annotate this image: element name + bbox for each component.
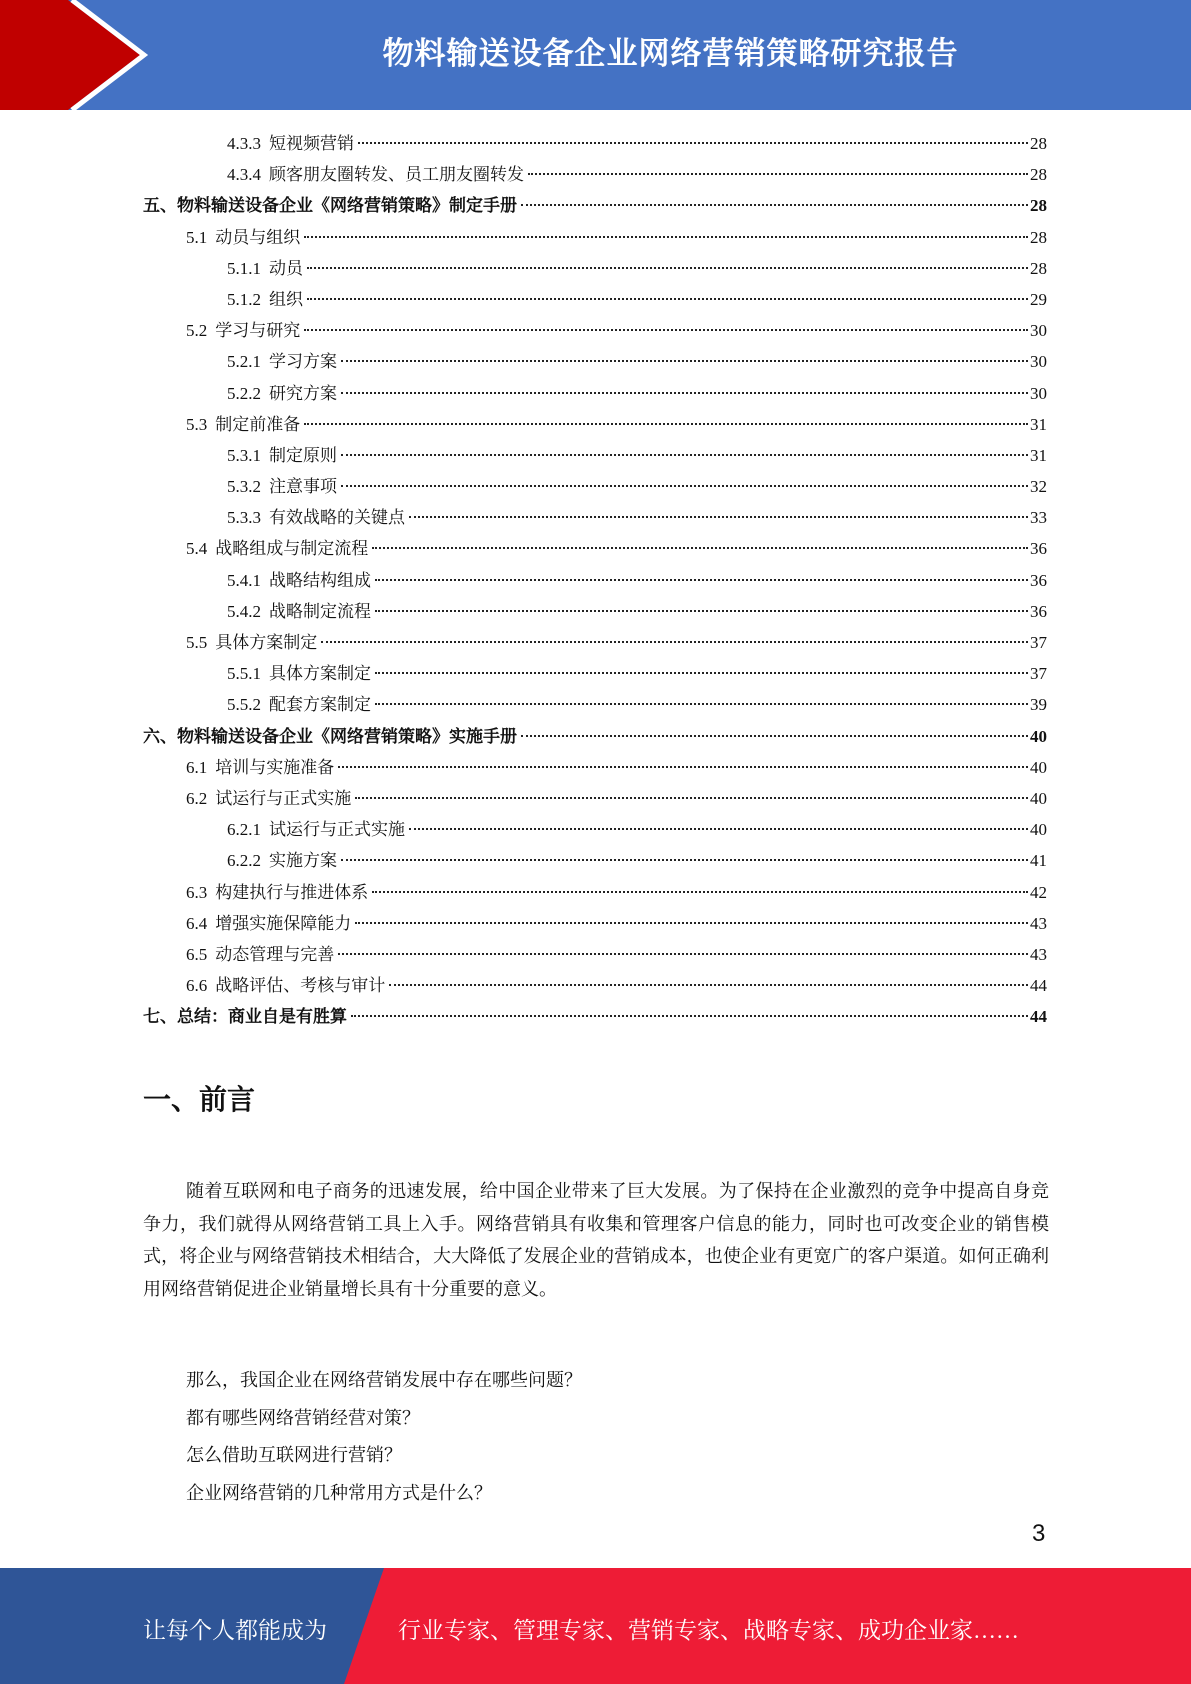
toc-entry-title: 动员与组织 (215, 227, 301, 247)
toc-entry-page: 41 (1030, 851, 1047, 871)
toc-dot-leader (521, 204, 1028, 206)
toc-dot-leader (521, 735, 1028, 737)
toc-entry-number: 5.2.1 (227, 352, 261, 372)
toc-entry[interactable] (143, 128, 1047, 159)
toc-entry-page: 33 (1030, 508, 1047, 528)
section-heading: 一、前言 (143, 1083, 256, 1116)
toc-entry-page: 30 (1030, 321, 1047, 341)
toc-entry[interactable] (143, 908, 1047, 939)
toc-entry[interactable] (143, 565, 1047, 596)
toc-entry-page: 28 (1030, 227, 1047, 247)
toc-entry[interactable] (143, 284, 1047, 315)
page-header (0, 0, 1191, 110)
toc-dot-leader (375, 672, 1028, 674)
toc-entry[interactable] (143, 159, 1047, 190)
toc-entry-number: 5.4.1 (227, 570, 261, 590)
toc-entry-number: 6.3 (186, 882, 208, 902)
toc-entry-page: 30 (1030, 383, 1047, 403)
toc-dot-leader (341, 454, 1028, 456)
toc-entry-title: 增强实施保障能力 (215, 913, 352, 933)
toc-entry-page: 36 (1030, 570, 1047, 590)
toc-entry-page: 40 (1030, 757, 1047, 777)
toc-entry[interactable] (143, 783, 1047, 814)
toc-entry-number: 5.5.1 (227, 664, 261, 684)
question-list (186, 1362, 582, 1512)
toc-entry[interactable] (143, 346, 1047, 377)
toc-entry[interactable] (143, 409, 1047, 440)
toc-dot-leader (351, 1015, 1028, 1017)
toc-entry-number: 5.1.2 (227, 289, 261, 309)
toc-entry-number: 5.3.2 (227, 477, 261, 497)
footer-slogan-left: 让每个人都能成为 (143, 1618, 327, 1643)
toc-entry-page: 28 (1030, 134, 1047, 153)
toc-entry-title: 七、总结：商业自是有胜算 (143, 1007, 347, 1027)
toc-dot-leader (528, 173, 1028, 175)
toc-entry[interactable] (143, 939, 1047, 970)
toc-entry-title: 有效战略的关键点 (269, 508, 405, 528)
toc-entry[interactable] (143, 315, 1047, 346)
toc-entry-title: 培训与实施准备 (215, 757, 335, 777)
question-item: 都有哪些网络营销经营对策？ (186, 1407, 420, 1428)
toc-dot-leader (375, 579, 1028, 581)
toc-entry[interactable] (143, 533, 1047, 564)
table-of-contents (143, 128, 1047, 1032)
toc-entry-number: 5.3.3 (227, 508, 261, 528)
toc-entry-page: 28 (1030, 258, 1047, 278)
toc-entry-number: 5.5.2 (227, 695, 261, 715)
page-number: 3 (1032, 1520, 1046, 1547)
toc-entry-page: 29 (1030, 289, 1047, 309)
toc-entry-title: 战略制定流程 (269, 601, 371, 621)
toc-entry-page: 40 (1030, 788, 1047, 808)
toc-entry[interactable] (143, 440, 1047, 471)
toc-entry[interactable] (143, 658, 1047, 689)
toc-entry-number: 5.5 (186, 633, 208, 652)
toc-entry-page: 40 (1030, 820, 1047, 840)
toc-entry[interactable] (143, 378, 1047, 409)
toc-entry-page: 36 (1030, 601, 1047, 621)
toc-entry-page: 37 (1030, 633, 1047, 652)
toc-entry[interactable] (143, 845, 1047, 876)
toc-dot-leader (375, 610, 1028, 612)
toc-dot-leader (355, 922, 1028, 924)
toc-entry-page: 43 (1030, 944, 1047, 964)
toc-entry-number: 6.2 (186, 788, 208, 808)
toc-entry-page: 42 (1030, 882, 1047, 902)
toc-entry-page: 43 (1030, 913, 1047, 933)
toc-entry-page: 32 (1030, 477, 1047, 497)
toc-entry-number: 5.4.2 (227, 601, 261, 621)
toc-dot-leader (355, 797, 1028, 799)
toc-entry[interactable] (143, 596, 1047, 627)
toc-entry-number: 6.5 (186, 944, 208, 964)
question-item: 怎么借助互联网进行营销？ (186, 1445, 402, 1466)
toc-entry[interactable] (143, 752, 1047, 783)
toc-dot-leader (358, 142, 1028, 144)
toc-entry[interactable] (143, 502, 1047, 533)
toc-entry-title: 学习与研究 (215, 321, 301, 341)
toc-entry-title: 具体方案制定 (215, 633, 318, 652)
toc-dot-leader (304, 236, 1028, 238)
toc-entry-number: 4.3.3 (227, 134, 261, 153)
toc-dot-leader (341, 485, 1028, 487)
toc-entry-title: 实施方案 (269, 851, 337, 871)
toc-entry[interactable] (143, 190, 1047, 221)
toc-entry-number: 6.1 (186, 757, 208, 777)
toc-dot-leader (375, 703, 1028, 705)
toc-entry-title: 制定原则 (269, 445, 337, 465)
page-footer (0, 1568, 1191, 1684)
toc-entry-page: 28 (1030, 196, 1047, 216)
toc-entry-number: 5.2.2 (227, 383, 261, 403)
toc-entry-title: 战略结构组成 (269, 570, 371, 590)
toc-entry-page: 40 (1030, 726, 1047, 746)
toc-entry-number: 5.3.1 (227, 445, 261, 465)
toc-dot-leader (307, 267, 1028, 269)
toc-entry-title: 试运行与正式实施 (215, 788, 352, 808)
toc-entry-title: 试运行与正式实施 (269, 820, 405, 840)
toc-entry[interactable] (143, 721, 1047, 752)
toc-entry-number: 6.2.2 (227, 851, 261, 871)
toc-entry-page: 36 (1030, 539, 1047, 559)
toc-entry-page: 44 (1030, 976, 1047, 996)
toc-dot-leader (389, 984, 1028, 986)
toc-entry-title: 研究方案 (269, 383, 337, 403)
toc-entry-title: 短视频营销 (269, 134, 354, 153)
toc-entry-title: 动员 (269, 258, 303, 278)
toc-entry[interactable] (143, 222, 1047, 253)
toc-entry[interactable] (143, 1001, 1047, 1032)
toc-entry-number: 5.1 (186, 227, 208, 247)
toc-dot-leader (341, 392, 1028, 394)
toc-dot-leader (372, 891, 1028, 893)
toc-entry[interactable] (143, 253, 1047, 284)
toc-dot-leader (307, 298, 1028, 300)
red-chevron-decoration (0, 0, 160, 110)
toc-entry[interactable] (143, 877, 1047, 908)
toc-entry-page: 30 (1030, 352, 1047, 372)
question-item: 那么，我国企业在网络营销发展中存在哪些问题？ (186, 1370, 582, 1390)
toc-dot-leader (304, 423, 1028, 425)
toc-dot-leader (341, 859, 1028, 861)
toc-entry-title: 制定前准备 (215, 414, 301, 434)
toc-entry-page: 31 (1030, 445, 1047, 465)
toc-entry-page: 44 (1030, 1007, 1047, 1027)
toc-dot-leader (409, 516, 1028, 518)
toc-dot-leader (338, 953, 1028, 955)
toc-entry-number: 6.6 (186, 976, 208, 996)
toc-entry-title: 五、物料输送设备企业《网络营销策略》制定手册 (143, 196, 517, 216)
report-title: 物料输送设备企业网络营销策略研究报告 (382, 36, 959, 72)
toc-entry-title: 组织 (269, 289, 303, 309)
toc-entry-title: 顾客朋友圈转发、员工朋友圈转发 (269, 165, 524, 185)
intro-paragraph: 随着互联网和电子商务的迅速发展，给中国企业带来了巨大发展。为了保持在企业激烈的竞争中提高自身竞争力，我们就得从网络营销工具上入手。网络营销具有收集和管理客户信息的能力，同时也可改变企业的销售模式，将企业与网络营销技术相结合，大大降低了发展企业的营销成本，也使企业有更宽广的客户渠道。如何正确利用网络营销促进企业销量增长具有十分重要的意义。 (143, 1181, 1049, 1300)
toc-entry-title: 具体方案制定 (269, 664, 371, 684)
question-item: 企业网络营销的几种常用方式是什么？ (186, 1482, 492, 1503)
toc-entry-page: 28 (1030, 165, 1047, 185)
toc-entry-title: 动态管理与完善 (215, 944, 335, 964)
toc-entry-number: 5.4 (186, 539, 208, 559)
toc-entry-number: 6.4 (186, 913, 208, 933)
toc-entry-number: 5.1.1 (227, 258, 261, 278)
toc-dot-leader (321, 641, 1028, 643)
toc-entry[interactable] (143, 970, 1047, 1001)
toc-entry-number: 4.3.4 (227, 165, 261, 185)
toc-entry-title: 六、物料输送设备企业《网络营销策略》实施手册 (143, 726, 517, 746)
toc-dot-leader (304, 329, 1028, 331)
toc-entry-title: 学习方案 (269, 352, 337, 372)
toc-entry-page: 37 (1030, 664, 1047, 684)
toc-entry[interactable] (143, 814, 1047, 845)
toc-entry-title: 构建执行与推进体系 (215, 882, 369, 902)
toc-entry-title: 配套方案制定 (269, 695, 371, 715)
toc-entry-number: 5.3 (186, 414, 208, 434)
toc-dot-leader (409, 828, 1028, 830)
toc-entry-page: 31 (1030, 414, 1047, 434)
toc-entry-title: 战略组成与制定流程 (215, 539, 369, 559)
toc-entry[interactable] (143, 689, 1047, 720)
footer-slogan-right: 行业专家、管理专家、营销专家、战略专家、成功企业家…… (398, 1618, 1019, 1643)
toc-entry-title: 注意事项 (269, 477, 337, 497)
toc-entry[interactable] (143, 627, 1047, 658)
toc-entry-number: 5.2 (186, 321, 208, 341)
toc-entry-page: 39 (1030, 695, 1047, 715)
toc-entry-number: 6.2.1 (227, 820, 261, 840)
toc-dot-leader (338, 766, 1028, 768)
toc-entry[interactable] (143, 471, 1047, 502)
toc-entry-title: 战略评估、考核与审计 (215, 976, 386, 996)
toc-dot-leader (372, 547, 1028, 549)
toc-dot-leader (341, 360, 1028, 362)
